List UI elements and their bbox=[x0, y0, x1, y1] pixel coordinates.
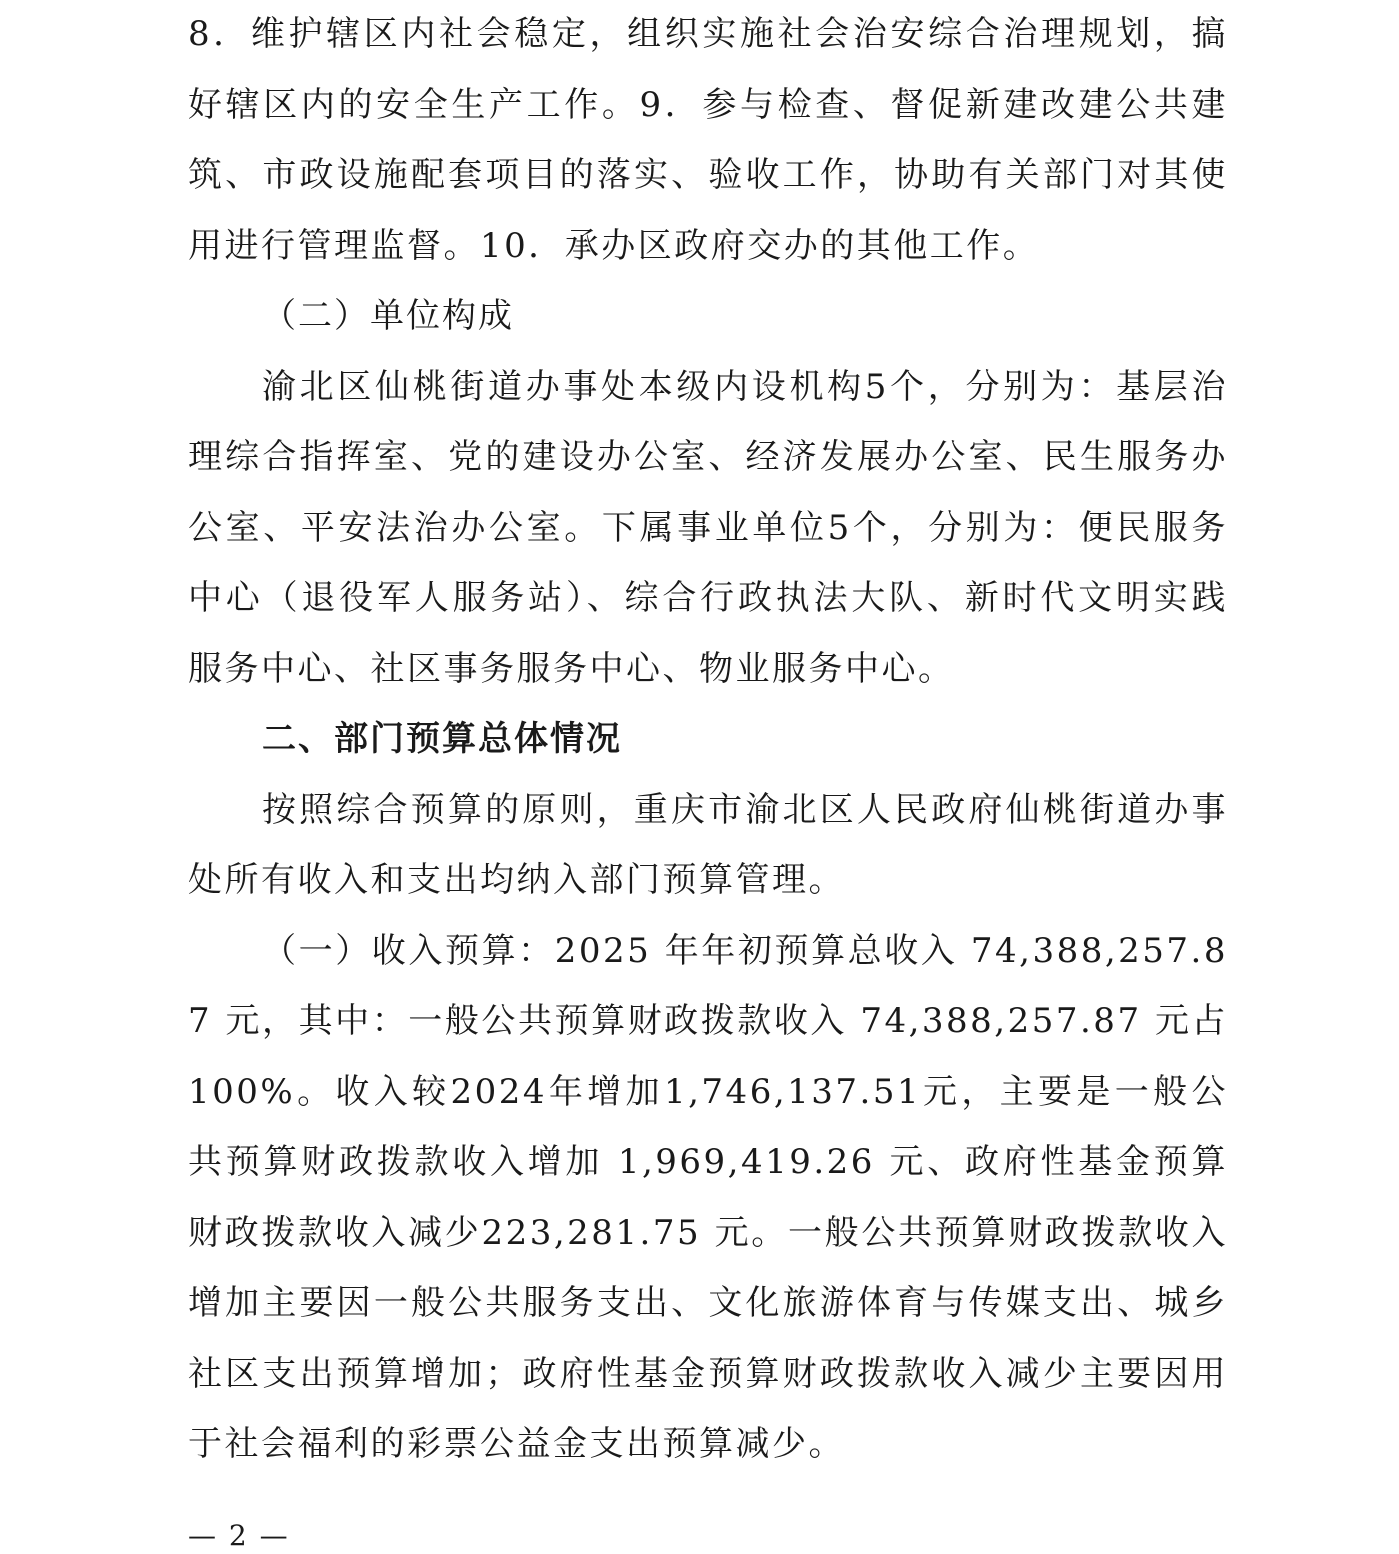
page-number: — 2 — bbox=[188, 1519, 290, 1552]
body-paragraph-income-budget: （一）收入预算：2025 年年初预算总收入 74,388,257.87 元，其中：一般公共预算财政拨款收入 74,388,257.87 元占 100%。收入较2024年增加1,746,137.51元，主要是一般公共预算财政拨款收入增加 1,969,419.26 元、政府性基金预算财政拨款收入减少223,281.75 元。一般公共预算财政拨款收入增加主要因一般公共服务支出、文化旅游体育与传媒支出、城乡社区支出预算增加；政府性基金预算财政拨款收入减少主要因用于社会福利的彩票公益金支出预算减少。 bbox=[188, 930, 1228, 1464]
body-paragraph-duties: 8．维护辖区内社会稳定，组织实施社会治安综合治理规划，搞好辖区内的安全生产工作。9．参与检查、督促新建改建公共建筑、市政设施配套项目的落实、验收工作，协助有关部门对其使用进行管理监督。10．承办区政府交办的其他工作。 bbox=[188, 14, 1228, 266]
document-page bbox=[188, 0, 1228, 1554]
section-heading-budget-overview: 二、部门预算总体情况 bbox=[262, 719, 622, 759]
subsection-heading-unit-composition: （二）单位构成 bbox=[262, 296, 514, 336]
body-paragraph-budget-principle: 按照综合预算的原则，重庆市渝北区人民政府仙桃街道办事处所有收入和支出均纳入部门预算管理。 bbox=[188, 789, 1228, 900]
body-paragraph-unit-composition: 渝北区仙桃街道办事处本级内设机构5个，分别为：基层治理综合指挥室、党的建设办公室、经济发展办公室、民生服务办公室、平安法治办公室。下属事业单位5个，分别为：便民服务中心（退役军人服务站）、综合行政执法大队、新时代文明实践服务中心、社区事务服务中心、物业服务中心。 bbox=[188, 366, 1228, 689]
